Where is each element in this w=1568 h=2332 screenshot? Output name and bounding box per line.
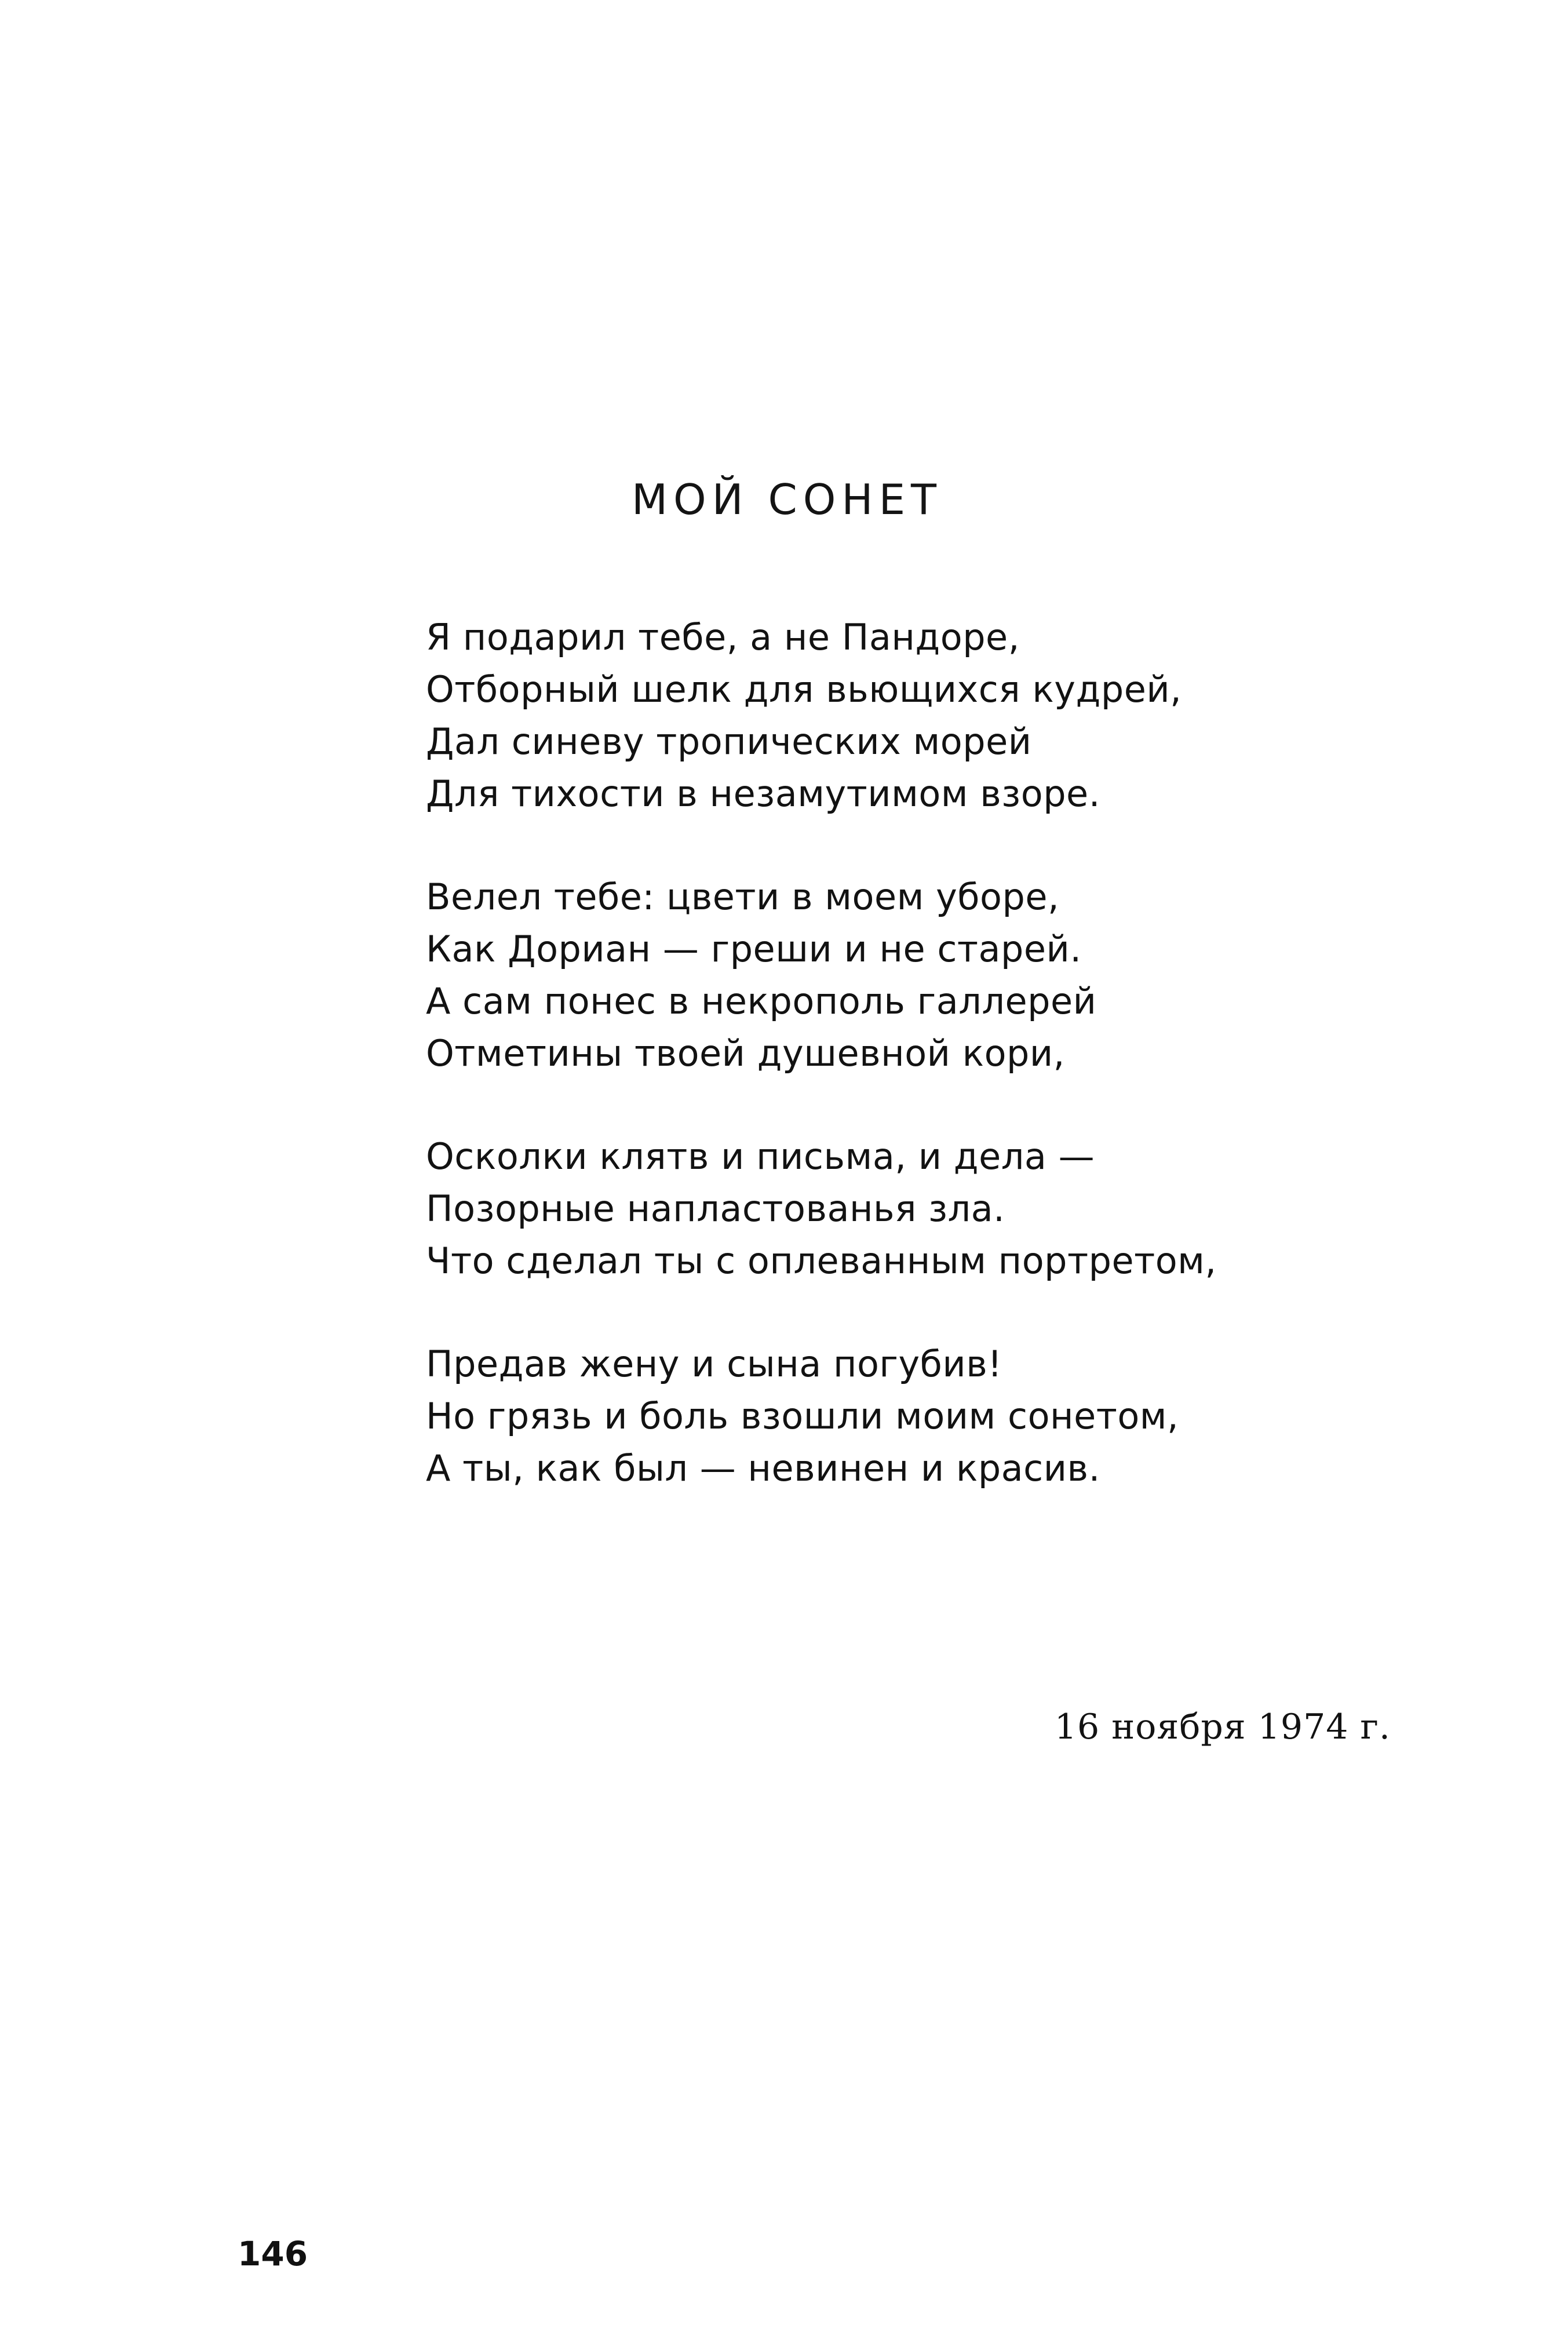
poem-line: Дал синеву тропических морей (426, 720, 1032, 763)
poem-line: Отметины твоей душевной кори, (426, 1032, 1065, 1074)
poem-date: 16 ноября 1974 г. (1054, 1707, 1391, 1747)
stanza (426, 611, 1469, 820)
page-title: МОЙ СОНЕТ (631, 475, 943, 524)
poem-line: Отборный шелк для вьющихся кудрей, (426, 668, 1182, 710)
poem-line: Но грязь и боль взошли моим сонетом, (426, 1395, 1179, 1437)
stanza (426, 1131, 1469, 1287)
poem-line: Позорные напластованья зла. (426, 1187, 1005, 1230)
poem-line: Осколки клятв и письма, и дела — (426, 1135, 1095, 1178)
poem-line: А сам понес в некрополь галлерей (426, 980, 1097, 1022)
poem-line: Предав жену и сына погубив! (426, 1343, 1002, 1385)
page-number: 146 (238, 2234, 308, 2273)
poem-line: Для тихости в незамутимом взоре. (426, 773, 1100, 815)
poem-line: Я подарил тебе, а не Пандоре, (426, 616, 1020, 658)
poem-line: А ты, как был — невинен и красив. (426, 1447, 1100, 1489)
poem-line: Как Дориан — греши и не старей. (426, 928, 1082, 970)
poem-body (426, 611, 1469, 1546)
stanza (426, 1338, 1469, 1495)
stanza (426, 871, 1469, 1080)
poem-line: Что сделал ты с оплеванным портретом, (426, 1240, 1217, 1282)
poem-line: Велел тебе: цвети в моем уборе, (426, 876, 1060, 918)
